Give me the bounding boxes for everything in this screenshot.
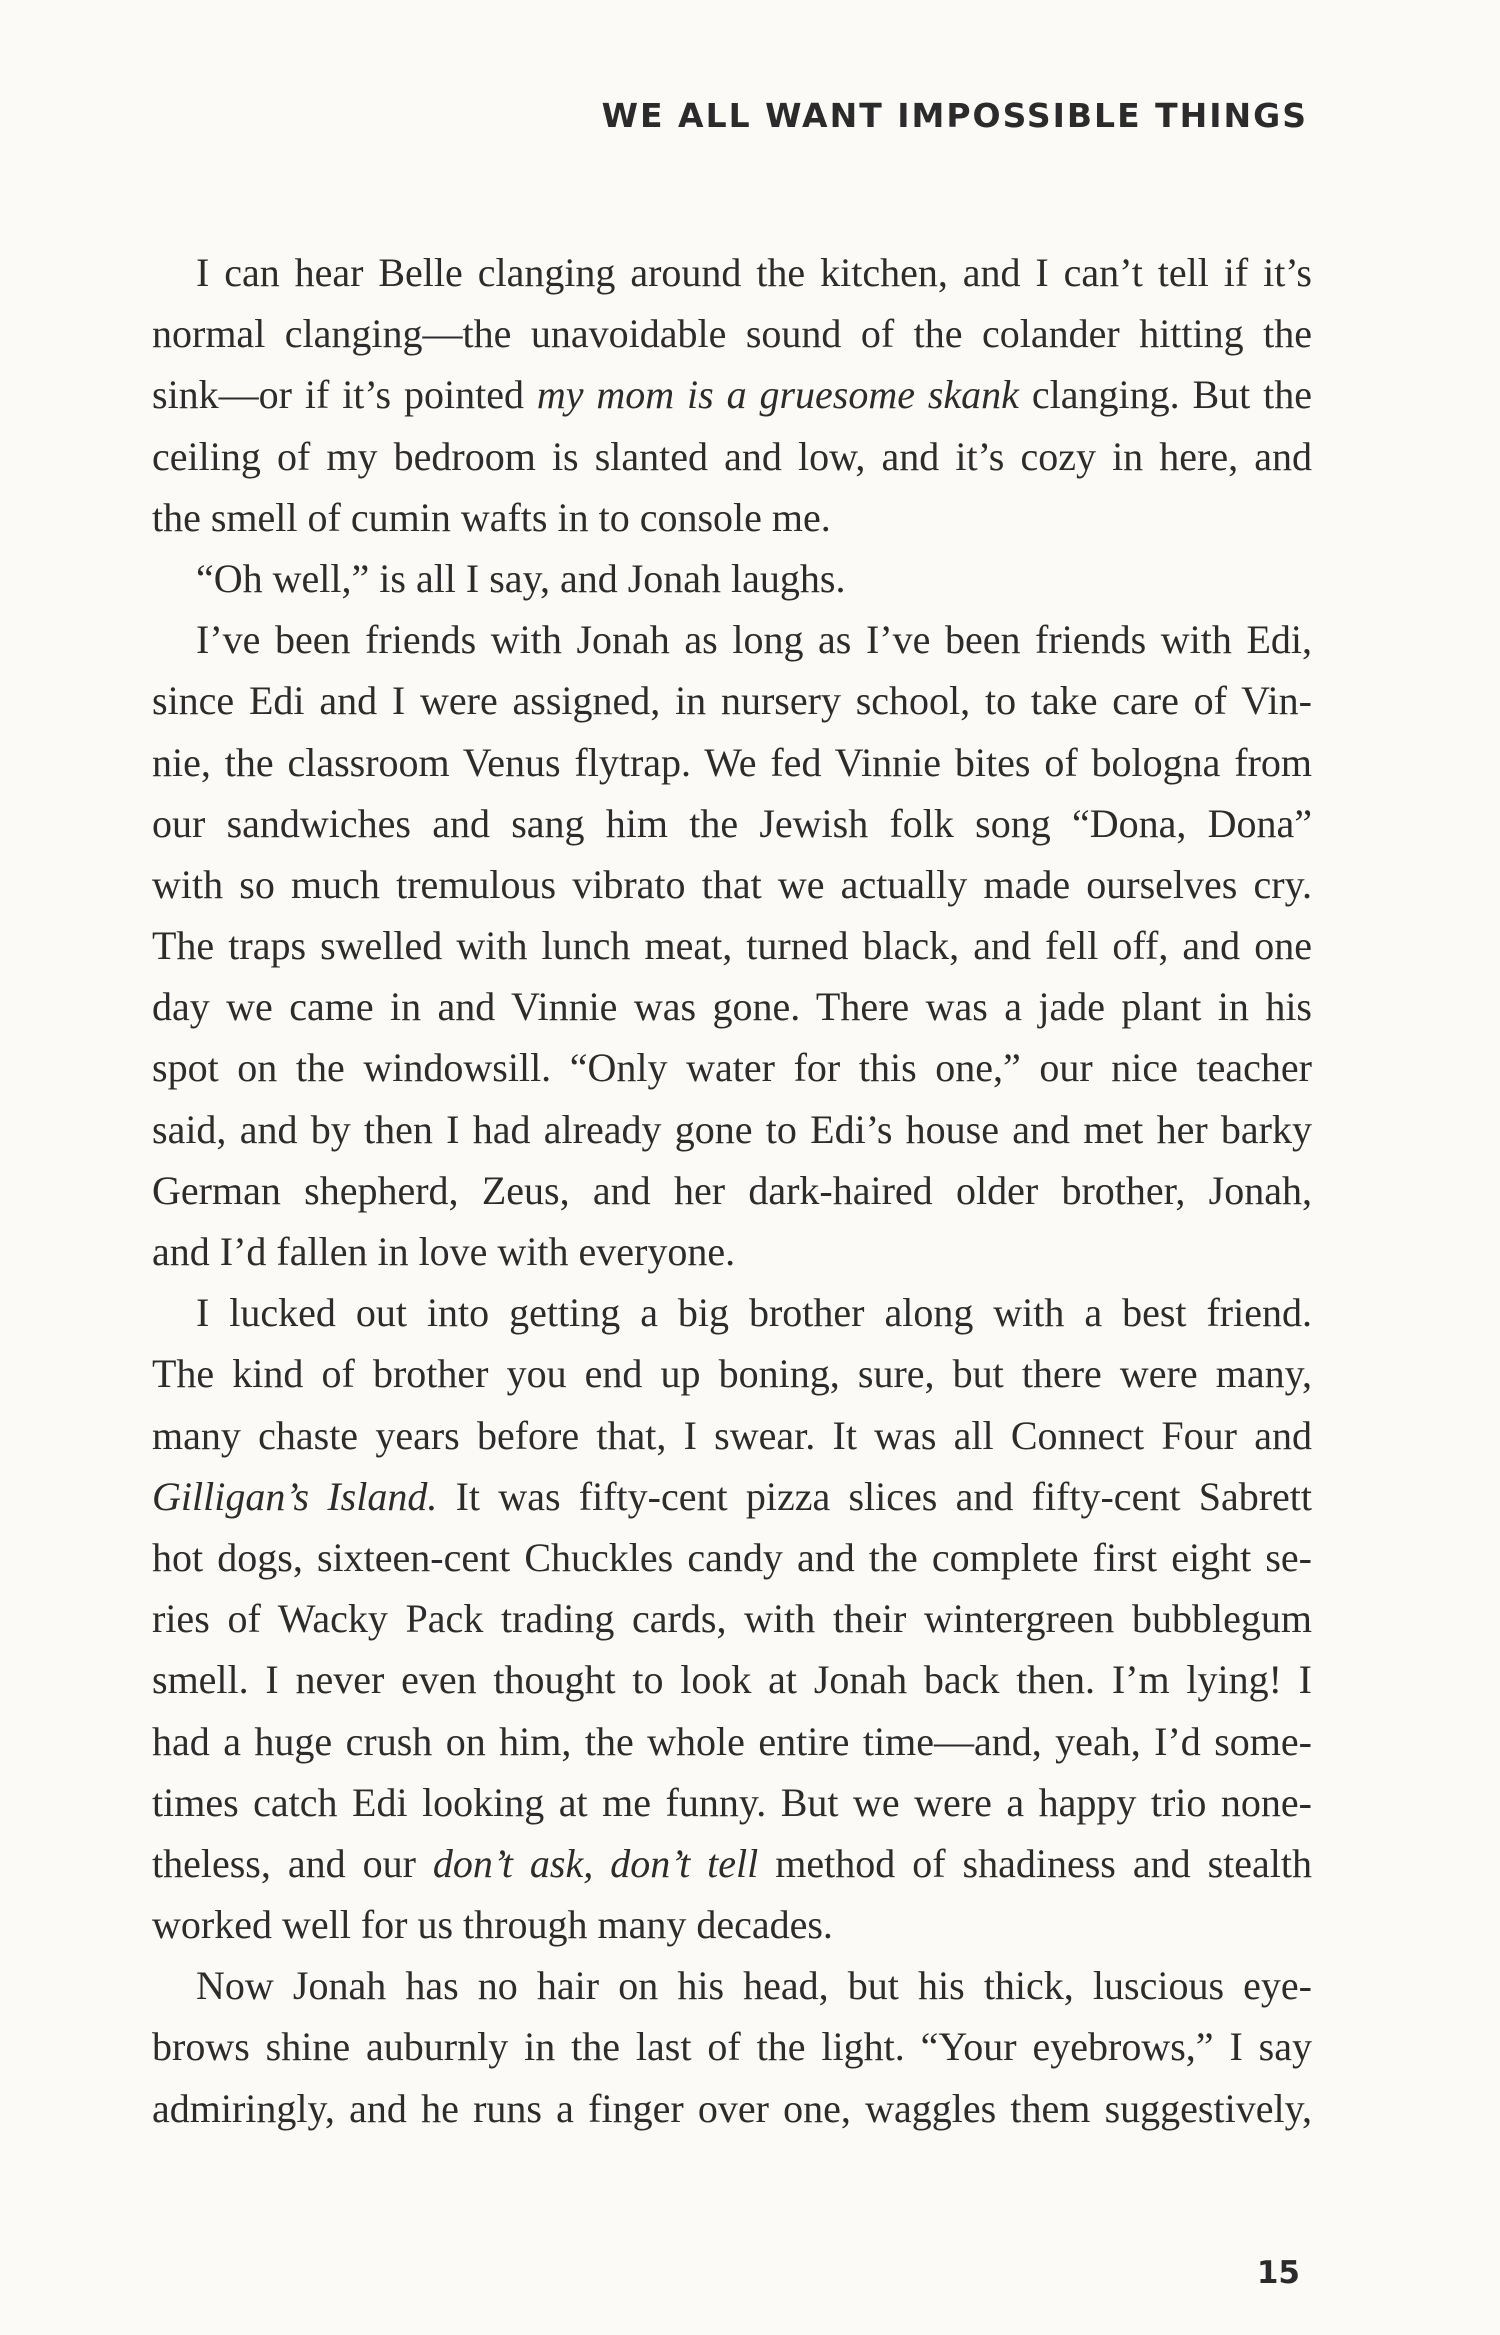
italic-text: my mom is a gruesome skank <box>536 372 1019 418</box>
text-segment: Now Jonah has no hair on his head, but his thick, luscious eye- <box>196 1963 1312 2009</box>
text-line <box>152 1527 1312 1588</box>
text-segment: I can hear Belle clanging around the kitchen, and I can’t tell if it’s <box>196 250 1312 295</box>
text-line <box>152 1649 1312 1710</box>
text-segment: our sandwiches and sang him the Jewish folk song “Dona, Dona” <box>152 800 1312 846</box>
text-line <box>152 1221 1312 1282</box>
text-line <box>152 1282 1312 1343</box>
text-line <box>152 732 1312 793</box>
text-line <box>152 1711 1312 1772</box>
text-line <box>152 1099 1312 1160</box>
text-segment: many chaste years before that, I swear. It was all Connect Four and <box>152 1412 1312 1458</box>
text-line <box>152 1466 1312 1527</box>
text-segment: clanging. But the <box>1018 372 1312 418</box>
text-segment: method of shadiness and stealth <box>758 1840 1312 1886</box>
text-line <box>152 854 1312 915</box>
text-segment: smell. I never even thought to look at Jonah back then. I’m lying! I <box>152 1657 1312 1703</box>
running-head: WE ALL WANT IMPOSSIBLE THINGS <box>601 96 1308 135</box>
text-segment: nie, the classroom Venus flytrap. We fed Vinnie bites of bologna from <box>152 739 1312 785</box>
text-segment: and I’d fallen in love with everyone. <box>152 1229 736 1274</box>
text-segment: hot dogs, sixteen-cent Chuckles candy and the complete first eight se- <box>152 1534 1312 1580</box>
text-segment: The traps swelled with lunch meat, turned black, and fell off, and one <box>152 923 1312 969</box>
text-segment: I’ve been friends with Jonah as long as I’ve been friends with Edi, <box>196 617 1312 663</box>
text-line <box>152 1343 1312 1404</box>
text-segment: spot on the windowsill. “Only water for this one,” our nice teacher <box>152 1045 1312 1091</box>
text-segment: ries of Wacky Pack trading cards, with their wintergreen bubblegum <box>152 1596 1312 1642</box>
text-line <box>152 1894 1312 1955</box>
text-line <box>152 915 1312 976</box>
text-segment: “Oh well,” is all I say, and Jonah laughs. <box>196 555 846 601</box>
text-line <box>152 2016 1312 2077</box>
text-segment: The kind of brother you end up boning, sure, but there were many, <box>152 1351 1312 1397</box>
text-line <box>152 1955 1312 2016</box>
text-segment: ceiling of my bedroom is slanted and low, and it’s cozy in here, and <box>152 433 1312 479</box>
text-line <box>152 670 1312 731</box>
text-segment: day we came in and Vinnie was gone. There was a jade plant in his <box>152 984 1312 1030</box>
page-number: 15 <box>1256 2255 1300 2291</box>
text-line <box>152 2078 1312 2139</box>
text-segment: the smell of cumin wafts in to console me. <box>152 494 831 540</box>
text-segment: worked well for us through many decades. <box>152 1902 833 1948</box>
text-line <box>152 1588 1312 1649</box>
text-segment: said, and by then I had already gone to Edi’s house and met her barky <box>152 1106 1312 1152</box>
text-line <box>152 1405 1312 1466</box>
text-line <box>152 364 1312 425</box>
text-segment: with so much tremulous vibrato that we actually made ourselves cry. <box>152 861 1312 907</box>
text-segment: sink—or if it’s pointed <box>152 372 537 418</box>
text-segment: brows shine auburnly in the last of the light. “Your eyebrows,” I say <box>152 2024 1312 2070</box>
text-segment: since Edi and I were assigned, in nursery school, to take care of Vin- <box>152 678 1312 724</box>
body-text <box>152 242 1312 2139</box>
text-segment: theless, and our <box>152 1840 433 1886</box>
text-segment: had a huge crush on him, the whole entire time—and, yeah, I’d some- <box>152 1718 1312 1764</box>
text-line <box>152 242 1312 303</box>
text-line <box>152 1833 1312 1894</box>
text-segment: normal clanging—the unavoidable sound of the colander hitting the <box>152 311 1312 357</box>
text-segment: times catch Edi looking at me funny. But we were a happy trio none- <box>152 1779 1312 1825</box>
text-line <box>152 976 1312 1037</box>
text-segment: It was fifty-cent pizza slices and fifty-cent Sabrett <box>437 1473 1312 1519</box>
italic-text: Gilligan’s Island. <box>152 1473 438 1519</box>
text-line <box>152 1160 1312 1221</box>
text-line <box>152 1772 1312 1833</box>
text-line <box>152 303 1312 364</box>
text-line <box>152 609 1312 670</box>
text-line <box>152 793 1312 854</box>
text-segment: I lucked out into getting a big brother along with a best friend. <box>196 1290 1312 1336</box>
text-line <box>152 487 1312 548</box>
italic-text: don’t ask, don’t tell <box>432 1840 759 1886</box>
text-line <box>152 426 1312 487</box>
text-line <box>152 548 1312 609</box>
text-segment: German shepherd, Zeus, and her dark-haired older brother, Jonah, <box>152 1167 1312 1213</box>
text-segment: admiringly, and he runs a finger over one, waggles them suggestively, <box>152 2085 1312 2131</box>
text-line <box>152 1037 1312 1098</box>
